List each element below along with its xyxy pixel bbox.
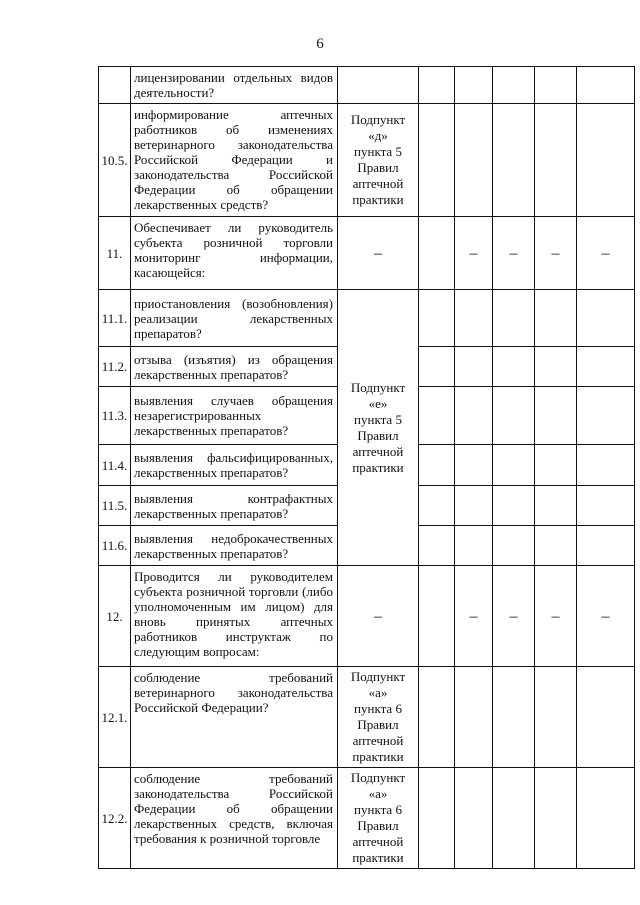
reference-line: пункта 5 [354, 144, 402, 159]
answer-cell [419, 347, 455, 387]
reference-line: аптечной [352, 834, 404, 849]
reference-line: аптечной [352, 733, 404, 748]
answer-cell [535, 104, 577, 217]
answer-cell: – [577, 566, 635, 667]
answer-cell [493, 347, 535, 387]
question-line: касающейся: [134, 265, 206, 280]
reference-line: практики [352, 192, 404, 207]
question-line: лекарственных средств? [134, 197, 269, 212]
question-line: лекарственных препаратов? [134, 423, 289, 438]
answer-cell [493, 486, 535, 526]
row-number: 12. [99, 566, 131, 667]
reference-line: Подпункт «е» [350, 379, 406, 411]
answer-cell [577, 67, 635, 104]
answer-cell: – [535, 217, 577, 290]
table-row [99, 768, 635, 869]
question-line: Российской Федерации и [134, 152, 333, 167]
question-line: приостановления (возобновления) [134, 295, 333, 311]
question-line: соблюдение требований [134, 670, 333, 685]
answer-cell [577, 486, 635, 526]
reference-cell [338, 290, 419, 566]
answer-cell [419, 566, 455, 667]
answer-cell: – [577, 217, 635, 290]
answer-cell [419, 290, 455, 347]
question-line: Федерации об обращении [134, 801, 333, 816]
answer-cell [455, 347, 493, 387]
answer-cell [493, 667, 535, 768]
question-line: субъекта розничной торговли [134, 235, 333, 250]
reference-line: Подпункт «а» [350, 770, 406, 801]
row-number: 10.5. [99, 104, 131, 217]
answer-cell [577, 347, 635, 387]
question-cell [131, 526, 338, 566]
answer-cell [535, 445, 577, 486]
answer-cell [455, 667, 493, 768]
table-row [99, 217, 635, 290]
answer-cell [493, 104, 535, 217]
answer-cell: – [493, 566, 535, 667]
answer-cell [577, 387, 635, 445]
reference-cell [338, 67, 419, 104]
question-line: реализации лекарственных [134, 310, 333, 326]
reference-cell: – [338, 566, 419, 667]
answer-cell [577, 768, 635, 869]
question-line: работников инструктаж по [134, 629, 333, 644]
table-row [99, 566, 635, 667]
answer-cell [577, 445, 635, 486]
reference-line: Правил [357, 427, 399, 443]
question-line: следующим вопросам: [134, 644, 260, 659]
question-line: законодательства Российской [134, 786, 333, 801]
reference-line: пункта 6 [354, 701, 402, 716]
reference-line: пункта 5 [354, 411, 402, 427]
answer-cell [455, 387, 493, 445]
answer-cell [535, 387, 577, 445]
question-line: информирование аптечных [134, 107, 333, 122]
reference-line: практики [352, 850, 404, 865]
reference-line: аптечной [352, 176, 404, 191]
answer-cell: – [493, 217, 535, 290]
question-cell [131, 217, 338, 290]
answer-cell [535, 768, 577, 869]
answer-cell: – [535, 566, 577, 667]
reference-line: практики [352, 459, 404, 475]
question-line: выявления фальсифицированных, [134, 450, 333, 465]
question-line: лекарственных препаратов? [134, 465, 289, 480]
question-cell [131, 667, 338, 768]
answer-cell [493, 445, 535, 486]
answer-cell [419, 67, 455, 104]
reference-cell [338, 104, 419, 217]
row-number: 11.2. [99, 347, 131, 387]
question-line: лекарственных препаратов? [134, 505, 289, 521]
question-line: деятельности? [134, 85, 215, 100]
table-row [99, 67, 635, 104]
reference-cell: – [338, 217, 419, 290]
reference-line: Подпункт «д» [350, 112, 406, 143]
answer-cell [535, 526, 577, 566]
table-row [99, 104, 635, 217]
row-number: 11.4. [99, 445, 131, 486]
answer-cell [455, 768, 493, 869]
question-line: выявления недоброкачественных [134, 530, 333, 546]
answer-cell [419, 667, 455, 768]
row-number: 11. [99, 217, 131, 290]
question-line: лицензировании отдельных видов [134, 70, 333, 85]
reference-line: аптечной [352, 443, 404, 459]
page-number: 6 [316, 36, 324, 52]
question-line: уполномоченным им лицом) для [134, 599, 333, 614]
answer-cell [419, 526, 455, 566]
reference-line: Правил [357, 717, 399, 732]
question-line: субъекта розничной торговли (либо [134, 584, 333, 599]
answer-cell [535, 347, 577, 387]
question-line: лекарственных средств, включая [134, 816, 333, 831]
row-number: 11.5. [99, 486, 131, 526]
answer-cell [419, 445, 455, 486]
question-line: выявления контрафактных [134, 490, 333, 506]
table-row [99, 290, 635, 347]
question-cell [131, 104, 338, 217]
question-cell [131, 387, 338, 445]
answer-cell [493, 526, 535, 566]
question-line: Проводится ли руководителем [134, 569, 333, 584]
question-cell [131, 347, 338, 387]
row-number [99, 67, 131, 104]
answer-cell: – [455, 566, 493, 667]
answer-cell [577, 667, 635, 768]
question-line: лекарственных препаратов? [134, 366, 289, 382]
question-cell [131, 566, 338, 667]
answer-cell [535, 667, 577, 768]
question-line: лекарственных препаратов? [134, 545, 289, 561]
reference-line: пункта 6 [354, 802, 402, 817]
answer-cell [455, 486, 493, 526]
answer-cell [419, 387, 455, 445]
question-line: вновь принятых аптечных [134, 614, 333, 629]
answer-cell: – [455, 217, 493, 290]
answer-cell [419, 217, 455, 290]
question-line: препаратов? [134, 325, 202, 341]
answer-cell [577, 104, 635, 217]
answer-cell [419, 486, 455, 526]
question-cell [131, 486, 338, 526]
answer-cell [455, 290, 493, 347]
question-line: мониторинг информации, [134, 250, 333, 265]
answer-cell [493, 67, 535, 104]
answer-cell [535, 486, 577, 526]
checklist-table [98, 66, 635, 869]
answer-cell [419, 768, 455, 869]
answer-cell [455, 104, 493, 217]
answer-cell [455, 67, 493, 104]
answer-cell [535, 290, 577, 347]
question-cell [131, 67, 338, 104]
question-line: выявления случаев обращения [134, 393, 333, 408]
question-cell [131, 290, 338, 347]
reference-cell [338, 667, 419, 768]
answer-cell [419, 104, 455, 217]
answer-cell [535, 67, 577, 104]
reference-line: Подпункт «а» [350, 669, 406, 700]
question-line: ветеринарного законодательства [134, 137, 333, 152]
row-number: 11.6. [99, 526, 131, 566]
answer-cell [493, 768, 535, 869]
question-line: ветеринарного законодательства [134, 685, 333, 700]
question-line: требования к розничной торговле [134, 831, 321, 846]
table-row [99, 667, 635, 768]
answer-cell [577, 290, 635, 347]
question-line: законодательства Российской [134, 167, 333, 182]
row-number: 11.3. [99, 387, 131, 445]
question-line: Федерации об обращении [134, 182, 333, 197]
row-number: 11.1. [99, 290, 131, 347]
reference-line: практики [352, 749, 404, 764]
answer-cell [493, 290, 535, 347]
question-line: Российской Федерации? [134, 700, 269, 715]
question-cell [131, 768, 338, 869]
answer-cell [493, 387, 535, 445]
reference-line: Правил [357, 160, 399, 175]
question-cell [131, 445, 338, 486]
answer-cell [577, 526, 635, 566]
row-number: 12.1. [99, 667, 131, 768]
question-line: работников об изменениях [134, 122, 333, 137]
question-line: отзыва (изъятия) из обращения [134, 351, 333, 367]
reference-line: Правил [357, 818, 399, 833]
question-line: Обеспечивает ли руководитель [134, 220, 333, 235]
answer-cell [455, 445, 493, 486]
row-number: 12.2. [99, 768, 131, 869]
reference-cell [338, 768, 419, 869]
question-line: соблюдение требований [134, 771, 333, 786]
answer-cell [455, 526, 493, 566]
question-line: незарегистрированных [134, 408, 262, 423]
